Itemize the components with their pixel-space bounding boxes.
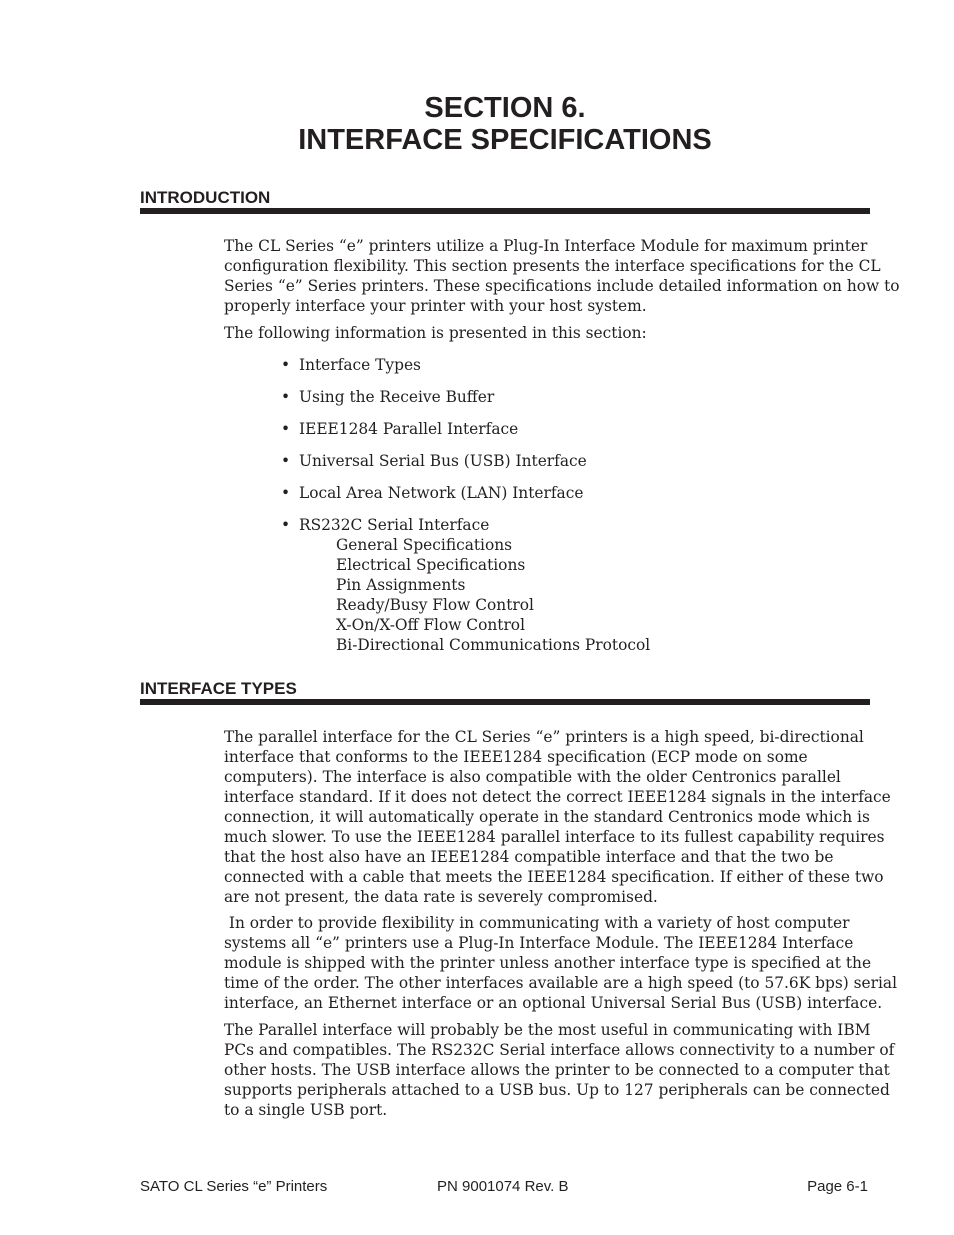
interface-paragraph-3: The Parallel interface will probably be the most useful in communicating with IBM PCs and compatibles. The RS232C Serial interface allows connectivity to a number of other hosts. The USB interface allows the printer to be connected to a computer that supports peripherals attached to a USB bus. Up to 127 peripherals can be connected to a single USB port. xyxy=(224,1021,895,1119)
interface-types-heading: INTERFACE TYPES xyxy=(140,679,297,698)
heading-rule xyxy=(140,208,870,214)
footer-part-number: PN 9001074 Rev. B xyxy=(437,1178,569,1195)
sub-list-item: Ready/Busy Flow Control xyxy=(336,596,534,614)
list-item: • RS232C Serial Interface xyxy=(281,516,490,534)
footer-page-number: Page 6-1 xyxy=(807,1178,868,1195)
interface-paragraph-2: In order to provide flexibility in communicating with a variety of host computer systems all “e” printers use a Plug-In Interface Module. The IEEE1284 Interface module is shipped with the printer unless another interface type is specified at the time of the order. The other interfaces available are a high speed (to 57.6K bps) serial interface, an Ethernet interface or an optional Universal Serial Bus (USB) interface. xyxy=(224,914,897,1012)
sub-list-item: X-On/X-Off Flow Control xyxy=(336,616,525,634)
introduction-heading: INTRODUCTION xyxy=(140,188,271,207)
list-item: • Using the Receive Buffer xyxy=(281,388,495,406)
sub-list-item: Electrical Specifications xyxy=(336,556,526,574)
footer-product: SATO CL Series “e” Printers xyxy=(140,1178,328,1195)
intro-paragraph-2: The following information is presented in this section: xyxy=(224,324,647,342)
intro-paragraph-1: The CL Series “e” printers utilize a Plug-In Interface Module for maximum printer configuration flexibility. This section presents the interface specifications for the CL Series “e” Series printers. These specifications include detailed information on how to properly interface your printer with your host system. xyxy=(224,237,900,315)
interface-paragraph-1: The parallel interface for the CL Series “e” printers is a high speed, bi-directional interface that conforms to the IEEE1284 specification (ECP mode on some computers). The interface is also compatible with the older Centronics parallel interface standard. If it does not detect the correct IEEE1284 signals in the interface connection, it will automatically operate in the standard Centronics mode which is much slower. To use the IEEE1284 parallel interface to its fullest capability requires that the host also have an IEEE1284 compatible interface and that the two be connected with a cable that meets the IEEE1284 specification. If either of these two are not present, the data rate is severely compromised. xyxy=(224,728,891,906)
section-number: SECTION 6. xyxy=(424,92,586,124)
page-title: INTERFACE SPECIFICATIONS xyxy=(298,124,712,156)
sub-list-item: Bi-Directional Communications Protocol xyxy=(336,636,651,654)
heading-rule xyxy=(140,699,870,705)
sub-list-item: General Specifications xyxy=(336,536,513,554)
list-item: • IEEE1284 Parallel Interface xyxy=(281,420,519,438)
list-item: • Interface Types xyxy=(281,356,421,374)
sub-list-item: Pin Assignments xyxy=(336,576,466,594)
list-item: • Local Area Network (LAN) Interface xyxy=(281,484,584,502)
list-item: • Universal Serial Bus (USB) Interface xyxy=(281,452,587,470)
